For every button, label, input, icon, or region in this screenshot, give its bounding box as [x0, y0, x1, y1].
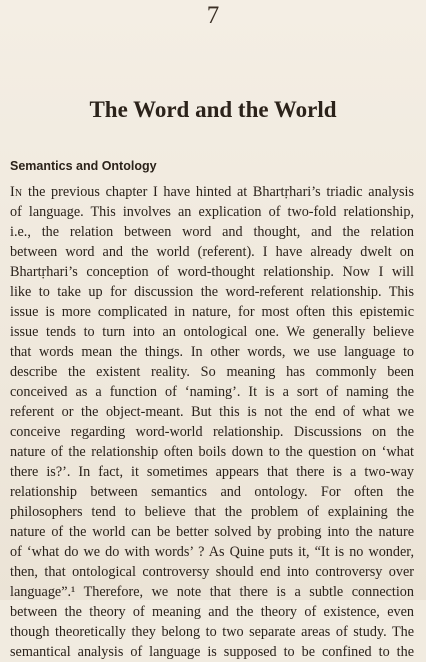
- chapter-title: The Word and the World: [89, 97, 337, 122]
- text-line: nature of the world can be better solved by probing into the nature: [10, 524, 414, 540]
- text-line: between word and the world (referent). I have already dwelt on: [10, 244, 414, 260]
- text-line-content: the previous chapter I have hinted at Bhartṛhari’s triadic analysis: [22, 184, 414, 200]
- text-line: relationship between semantics and ontology. For often the: [10, 484, 414, 500]
- text-line: [10, 182, 414, 202]
- text-line: issue is more complicated in nature, for most often this epistemic: [10, 304, 414, 320]
- section-heading: Semantics and Ontology: [10, 159, 157, 173]
- text-line: philosophers tend to believe that the problem of explaining the: [10, 504, 414, 520]
- text-line: of ‘what do we do with words’ ? As Quine puts it, “It is no wonder,: [10, 544, 414, 560]
- text-line: of language. This involves an explication of two-fold relationship,: [10, 204, 414, 220]
- text-line: though theoretically they belong to two separate areas of study. The: [10, 624, 414, 640]
- text-line: nature of the relationship often boils down to the question on ‘what: [10, 444, 414, 460]
- body-paragraph: [10, 182, 414, 662]
- text-line: Bhartṛhari’s conception of word-thought relationship. Now I will: [10, 264, 414, 280]
- text-line: between the theory of meaning and the theory of existence, even: [10, 604, 414, 620]
- text-line: i.e., the relation between word and thought, and the relation: [10, 224, 414, 240]
- text-line: semantical analysis of language is supposed to be confined to the: [10, 644, 414, 660]
- text-line: conceived as a function of ‘naming’. It is a sort of naming the: [10, 384, 414, 400]
- chapter-number: 7: [206, 2, 220, 29]
- text-line: language”.¹ Therefore, we note that there is a subtle connection: [10, 584, 414, 600]
- text-line: describe the existent reality. So meaning has commonly been: [10, 364, 414, 380]
- text-line: like to take up for discussion the word-referent relationship. This: [10, 284, 414, 300]
- text-line: referent or the object-meant. But this is not the end of what we: [10, 404, 414, 420]
- text-line: that words mean the things. In other words, we use language to: [10, 344, 414, 360]
- text-line: conceive regarding word-world relationship. Discussions on the: [10, 424, 414, 440]
- text-line: issue tends to turn into an ontological one. We generally believe: [10, 324, 414, 340]
- text-line: there is?’. In fact, it sometimes appears that there is a two-way: [10, 464, 414, 480]
- lead-in-small-caps: In: [10, 184, 23, 200]
- text-line: then, that ontological controversy should end into controversy over: [10, 564, 414, 580]
